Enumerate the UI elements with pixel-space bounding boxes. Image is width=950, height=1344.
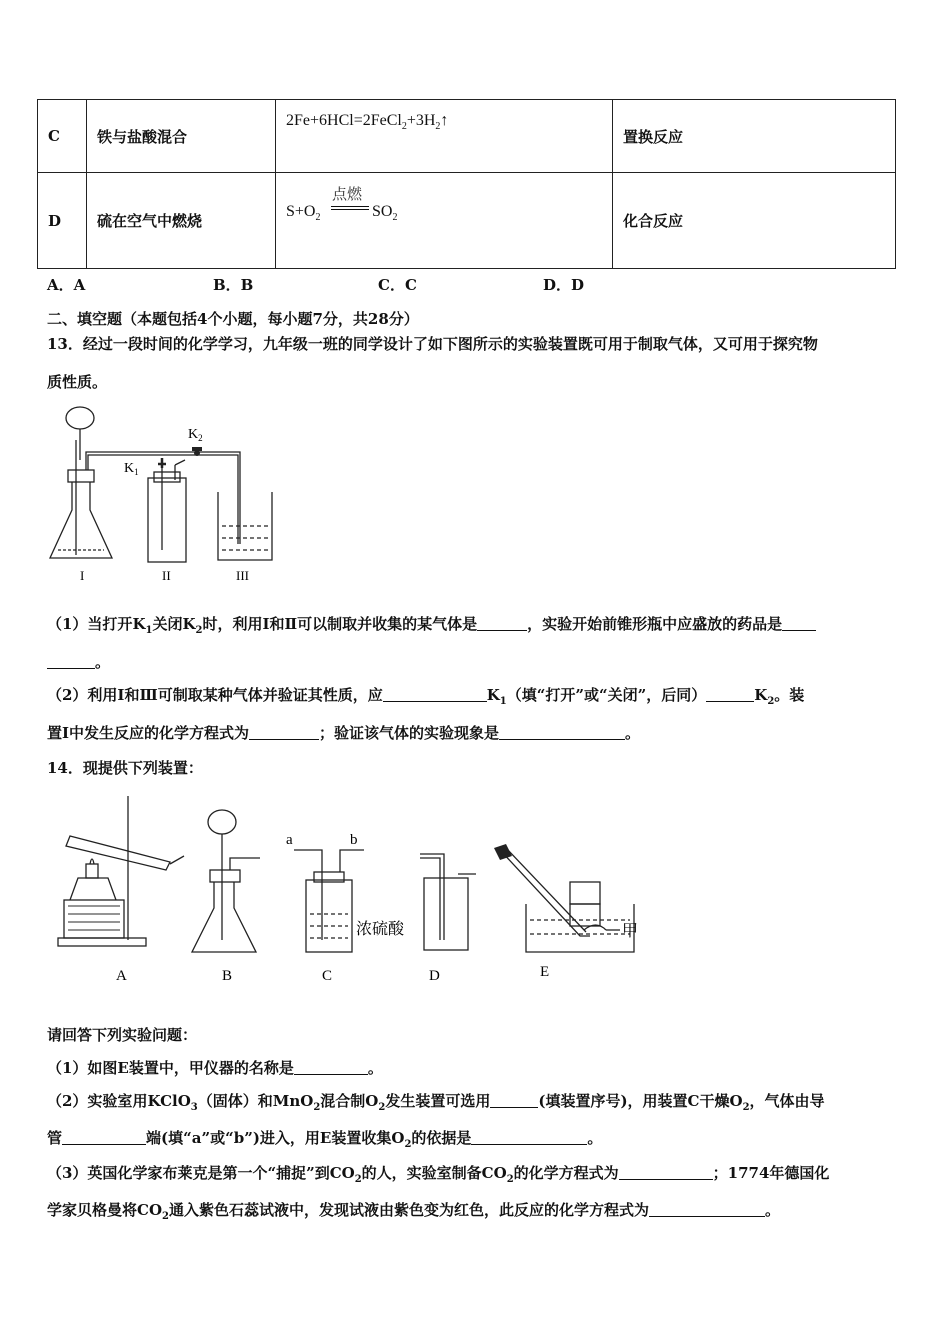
- q13-part1-cont: 。: [47, 651, 110, 672]
- label-c: C: [322, 968, 333, 984]
- label-jia: 甲: [622, 923, 639, 940]
- answer-blank[interactable]: [499, 725, 625, 740]
- label-e: E: [540, 964, 550, 980]
- option-b: B．B: [213, 276, 254, 294]
- answer-blank[interactable]: [477, 616, 527, 631]
- option-c: C．C: [378, 276, 417, 294]
- k2-label: $K_2$: [188, 427, 203, 443]
- answer-blank[interactable]: [383, 687, 487, 702]
- option-d: D．D: [543, 276, 585, 294]
- answer-blank[interactable]: [490, 1093, 538, 1108]
- row-equation: $S+O_2$ 点燃 $SO_2$: [276, 173, 613, 269]
- label-d: D: [429, 968, 440, 984]
- row-letter: C: [38, 100, 87, 173]
- q13-part2: （2）利用Ⅰ和Ⅲ可制取某种气体并验证其性质，应 $K_1$（填“打开”或“关闭”，后同） $K_2$。装: [47, 686, 805, 707]
- row-reaction-type: 化合反应: [613, 173, 896, 269]
- answer-blank[interactable]: [706, 687, 754, 702]
- label-tube-b: b: [350, 832, 358, 848]
- q14-part2-cont: 管 端(填“a”或“b”)进入，用E装置收集$O_2$的依据是 。: [47, 1129, 603, 1150]
- label-iii: III: [236, 568, 249, 583]
- label-i: I: [80, 568, 85, 583]
- row-reaction-type: 置换反应: [613, 100, 896, 173]
- q14-title: 14．现提供下列装置：: [47, 759, 203, 777]
- label-conc-sulfuric-acid: 浓硫酸: [356, 921, 405, 938]
- q14-apparatus-figure: [50, 790, 660, 990]
- q14-ask: 请回答下列实验问题：: [47, 1026, 198, 1044]
- k1-label: $K_1$: [124, 461, 139, 477]
- table-row: [38, 173, 896, 269]
- row-description: 铁与盐酸混合: [87, 100, 276, 173]
- q13-stem-line2: 质性质。: [47, 373, 108, 391]
- q14-part1: （1）如图E装置中，甲仪器的名称是 。: [47, 1059, 383, 1077]
- answer-blank[interactable]: [471, 1130, 587, 1145]
- row-equation: $2Fe+6HCl=2FeCl_2+3H_2↑$: [276, 100, 613, 173]
- q13-part2-cont: 置Ⅰ中发生反应的化学方程式为 ；验证该气体的实验现象是 。: [47, 724, 641, 742]
- label-tube-a: a: [286, 832, 293, 848]
- equals-sign: [331, 206, 369, 210]
- answer-blank[interactable]: [47, 654, 95, 669]
- reaction-condition: 点燃: [332, 185, 363, 203]
- answer-blank[interactable]: [782, 616, 816, 631]
- answer-blank[interactable]: [649, 1202, 765, 1217]
- q13-stem-line1: 13．经过一段时间的化学学习，九年级一班的同学设计了如下图所示的实验装置既可用于制取气体，又可用于探究物: [47, 335, 818, 353]
- row-letter: D: [38, 173, 87, 269]
- answer-blank[interactable]: [294, 1060, 368, 1075]
- q14-part2: （2）实验室用KClO$_3$（固体）和MnO$_2$混合制$O_2$发生装置可选用 (填装置序号)，用装置C干燥$O_2$，气体由导: [47, 1092, 825, 1113]
- reaction-table: [37, 99, 896, 269]
- answer-blank[interactable]: [249, 725, 319, 740]
- q14-part3: （3）英国化学家布莱克是第一个“捕捉”到$CO_2$的人，实验室制备$CO_2$的化学方程式为 ；1774年德国化: [47, 1164, 830, 1185]
- option-a: A．A: [47, 276, 86, 294]
- row-description: 硫在空气中燃烧: [87, 173, 276, 269]
- table-row: [38, 100, 896, 173]
- label-a: A: [116, 968, 127, 984]
- label-b: B: [222, 968, 233, 984]
- answer-blank[interactable]: [619, 1165, 713, 1180]
- answer-blank[interactable]: [62, 1130, 146, 1145]
- section-title: 二、填空题（本题包括4个小题，每小题7分，共28分）: [47, 310, 419, 328]
- q13-part1: （1）当打开$K_1$关闭$K_2$时，利用Ⅰ和Ⅱ可以制取并收集的某气体是 ，实验开始前锥形瓶中应盛放的药品是: [47, 613, 816, 636]
- q13-apparatus-figure: [40, 400, 300, 590]
- q14-part3-cont: 学家贝格曼将$CO_2$通入紫色石蕊试液中，发现试液由紫色变为红色，此反应的化学方程式为 。: [47, 1201, 781, 1222]
- label-ii: II: [162, 568, 171, 583]
